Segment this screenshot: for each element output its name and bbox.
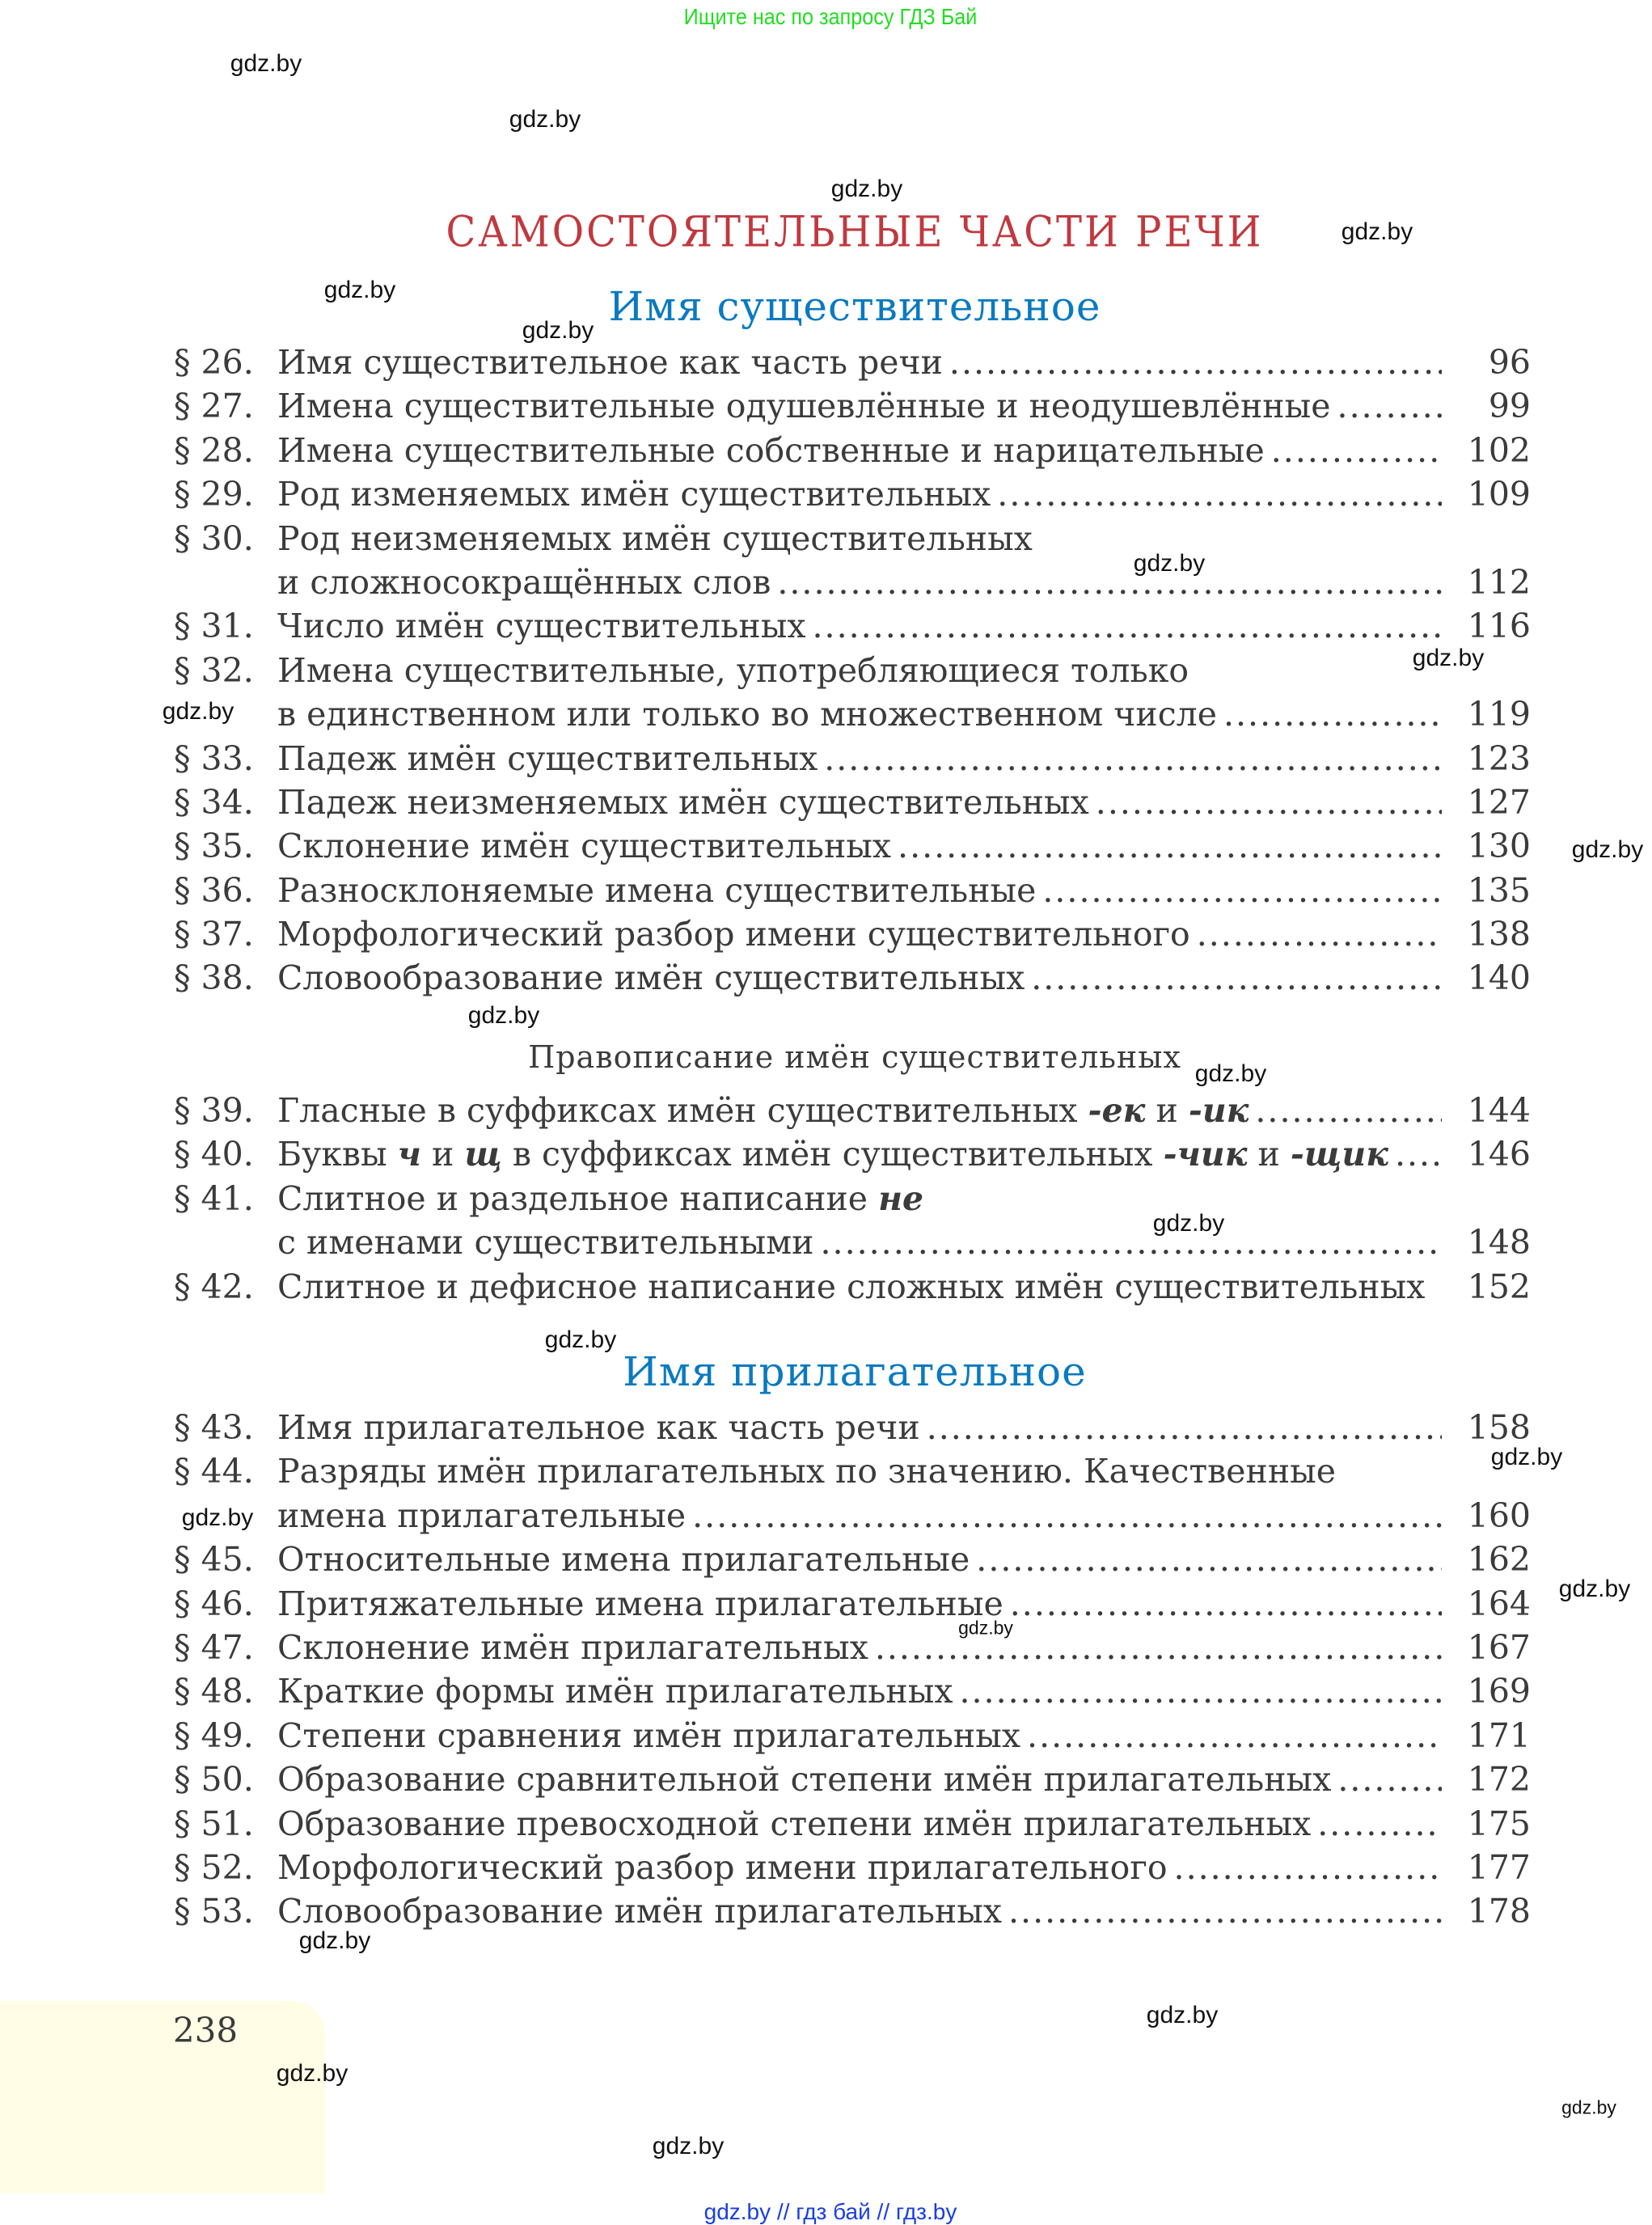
entry-title bbox=[277, 824, 891, 868]
watermark: gdz.by bbox=[323, 277, 396, 303]
entry-title bbox=[277, 1758, 1331, 1801]
toc-entry[interactable] bbox=[174, 1449, 1531, 1493]
entry-title bbox=[277, 1494, 686, 1538]
toc-entry[interactable] bbox=[174, 1265, 1531, 1309]
section-number: § 36. bbox=[174, 870, 254, 910]
italic-term: -чик bbox=[1163, 1135, 1248, 1174]
page-ref: 169 bbox=[1467, 1672, 1531, 1711]
footer-links[interactable]: gdz.by // гдз бай // гдз.by bbox=[703, 2199, 957, 2224]
watermark: gdz.by bbox=[1152, 1210, 1225, 1237]
entry-title bbox=[277, 1220, 814, 1264]
entry-title bbox=[277, 692, 1217, 736]
page-corner-tab bbox=[0, 2001, 325, 2193]
title-text: Склонение имён существительных bbox=[277, 827, 892, 866]
page-ref: 135 bbox=[1467, 870, 1531, 910]
entry-title bbox=[277, 1538, 970, 1581]
toc-entry[interactable] bbox=[174, 1089, 1531, 1132]
title-text: Имена существительные одушевлённые и неодушевлённые bbox=[277, 387, 1331, 426]
watermark: gdz.by bbox=[298, 1927, 371, 1954]
toc-entry[interactable] bbox=[174, 1626, 1531, 1669]
dot-leader bbox=[1020, 1714, 1442, 1758]
watermark: gdz.by bbox=[958, 1617, 1013, 1639]
page-ref: 109 bbox=[1467, 475, 1531, 514]
toc-entry[interactable] bbox=[174, 341, 1531, 384]
toc-entry[interactable] bbox=[174, 1538, 1531, 1581]
title-text: Морфологический разбор имени существительного bbox=[277, 915, 1190, 954]
dot-leader bbox=[686, 1494, 1442, 1538]
title-text: Разносклоняемые имена существительные bbox=[277, 870, 1037, 910]
title-text: Образование превосходной степени имён прилагательных bbox=[277, 1804, 1312, 1843]
toc-entry[interactable] bbox=[174, 780, 1531, 824]
toc-entry[interactable] bbox=[174, 1177, 1531, 1220]
dot-leader bbox=[1265, 429, 1442, 472]
title-text: Склонение имён прилагательных bbox=[277, 1627, 868, 1667]
entry-title bbox=[277, 1846, 1168, 1889]
entry-title bbox=[277, 1582, 1003, 1626]
title-text: имена прилагательные bbox=[277, 1495, 687, 1535]
page-ref: 167 bbox=[1467, 1627, 1531, 1667]
entry-title bbox=[277, 1626, 868, 1669]
title-text: Краткие формы имён прилагательных bbox=[277, 1672, 953, 1711]
dot-leader bbox=[1331, 1758, 1442, 1801]
toc-entry[interactable] bbox=[174, 1846, 1531, 1889]
section-number: § 43. bbox=[174, 1408, 254, 1447]
title-text: Степени сравнения имён прилагательных bbox=[277, 1715, 1021, 1755]
dot-leader bbox=[814, 1220, 1442, 1264]
section-number: § 45. bbox=[174, 1540, 254, 1580]
dot-leader bbox=[1003, 1582, 1442, 1626]
page-ref: 175 bbox=[1467, 1804, 1531, 1843]
entry-title bbox=[277, 780, 1089, 824]
watermark: gdz.by bbox=[652, 2133, 725, 2159]
toc-entry[interactable] bbox=[174, 560, 1531, 604]
section-number: § 27. bbox=[174, 387, 254, 426]
toc-adjective bbox=[174, 1406, 1531, 1934]
dot-leader bbox=[1249, 1089, 1442, 1132]
entry-title bbox=[277, 956, 1025, 1000]
section-number: § 42. bbox=[174, 1267, 254, 1306]
title-text: Образование сравнительной степени имён прилагательных bbox=[277, 1760, 1332, 1800]
title-text: Гласные в суффиксах имён существительных bbox=[277, 1091, 1088, 1130]
dot-leader bbox=[1331, 384, 1442, 428]
title-text: Слитное и дефисное написание сложных имён существительных bbox=[277, 1267, 1426, 1306]
italic-term: -ек bbox=[1088, 1091, 1146, 1130]
entry-title bbox=[277, 1669, 953, 1713]
dot-leader bbox=[920, 1406, 1442, 1449]
dot-leader bbox=[1036, 869, 1442, 912]
section-number: § 52. bbox=[174, 1847, 254, 1887]
dot-leader bbox=[806, 604, 1443, 648]
section-number: § 46. bbox=[174, 1584, 254, 1623]
title-text: Падеж неизменяемых имён существительных bbox=[277, 782, 1089, 822]
toc-entry[interactable] bbox=[174, 912, 1531, 956]
watermark: gdz.by bbox=[162, 698, 234, 725]
title-text: и сложносокращённых слов bbox=[277, 562, 771, 602]
section-number bbox=[174, 560, 277, 604]
toc-entry[interactable] bbox=[174, 1802, 1531, 1846]
page-ref: 99 bbox=[1488, 387, 1531, 426]
title-text: Словообразование имён существительных bbox=[277, 958, 1025, 998]
page-ref: 123 bbox=[1467, 738, 1531, 778]
toc-entry[interactable] bbox=[174, 1669, 1531, 1713]
title-text: Словообразование имён прилагательных bbox=[277, 1892, 1002, 1931]
title-text: Падеж имён существительных bbox=[277, 738, 818, 778]
entry-title bbox=[277, 1889, 1002, 1933]
entry-title bbox=[277, 1449, 1336, 1493]
title-text: и bbox=[1247, 1135, 1291, 1174]
page-ref: 148 bbox=[1467, 1223, 1531, 1263]
toc-noun bbox=[174, 341, 1531, 1000]
entry-title bbox=[277, 1089, 1249, 1132]
page-ref: 152 bbox=[1467, 1267, 1531, 1306]
page-ref: 138 bbox=[1467, 915, 1531, 954]
section-number: § 48. bbox=[174, 1672, 254, 1711]
title-text: Род неизменяемых имён существительных bbox=[277, 518, 1033, 558]
section-number: § 47. bbox=[174, 1627, 254, 1667]
title-text: в суффиксах имён существительных bbox=[501, 1135, 1164, 1174]
entry-title bbox=[277, 341, 943, 384]
watermark: gdz.by bbox=[181, 1504, 254, 1531]
page-ref: 116 bbox=[1467, 607, 1531, 646]
page-ref: 164 bbox=[1467, 1584, 1531, 1623]
page-ref: 160 bbox=[1467, 1495, 1531, 1535]
entry-title bbox=[277, 1132, 1388, 1176]
section-number: § 32. bbox=[174, 650, 254, 690]
page-number: 238 bbox=[172, 2010, 239, 2050]
dot-leader bbox=[891, 824, 1442, 868]
title-text: Морфологический разбор имени прилагательного bbox=[277, 1847, 1168, 1887]
italic-term: щ bbox=[464, 1135, 502, 1174]
entry-title bbox=[277, 1406, 920, 1449]
dot-leader bbox=[1190, 912, 1442, 956]
entry-title bbox=[277, 737, 818, 780]
page-ref: 102 bbox=[1467, 430, 1531, 470]
title-text: Относительные имена прилагательные bbox=[277, 1540, 970, 1580]
toc-entry[interactable] bbox=[174, 1582, 1531, 1626]
section-heading-adjective: Имя прилагательное bbox=[623, 1348, 1087, 1395]
section-number: § 49. bbox=[174, 1715, 254, 1755]
watermark: gdz.by bbox=[1561, 2096, 1616, 2118]
section-number: § 38. bbox=[174, 958, 254, 998]
dot-leader bbox=[1025, 956, 1442, 1000]
page-ref: 127 bbox=[1467, 782, 1531, 822]
watermark: gdz.by bbox=[1133, 550, 1206, 577]
toc-noun-spelling bbox=[174, 1089, 1531, 1309]
watermark: gdz.by bbox=[1571, 836, 1644, 863]
watermark: gdz.by bbox=[276, 2060, 349, 2087]
watermark: gdz.by bbox=[509, 106, 581, 133]
title-text: Имя существительное как часть речи bbox=[277, 343, 943, 382]
section-number: § 50. bbox=[174, 1760, 254, 1800]
dot-leader bbox=[1217, 692, 1442, 736]
watermark: gdz.by bbox=[1412, 645, 1485, 671]
dot-leader bbox=[1002, 1889, 1442, 1933]
page-ref: 171 bbox=[1467, 1715, 1531, 1755]
page-title: САМОСТОЯТЕЛЬНЫЕ ЧАСТИ РЕЧИ bbox=[446, 207, 1264, 257]
toc-entry[interactable] bbox=[174, 869, 1531, 912]
title-text: Буквы bbox=[277, 1135, 398, 1174]
page-ref: 172 bbox=[1467, 1760, 1531, 1800]
title-text: Слитное и раздельное написание bbox=[277, 1178, 879, 1218]
page-ref: 96 bbox=[1488, 343, 1531, 382]
dot-leader bbox=[943, 341, 1442, 384]
section-number: § 28. bbox=[174, 430, 254, 470]
toc-entry[interactable] bbox=[174, 1220, 1531, 1264]
page-ref: 112 bbox=[1467, 562, 1531, 602]
entry-title bbox=[277, 472, 991, 516]
section-number: § 35. bbox=[174, 827, 254, 866]
section-number: § 41. bbox=[174, 1178, 254, 1218]
toc-entry[interactable] bbox=[174, 1494, 1531, 1538]
dot-leader bbox=[1089, 780, 1442, 824]
section-number: § 39. bbox=[174, 1091, 254, 1130]
title-text: Имена существительные, употребляющиеся только bbox=[277, 650, 1189, 690]
dot-leader bbox=[970, 1538, 1442, 1581]
entry-title bbox=[277, 604, 806, 648]
section-number: § 33. bbox=[174, 738, 254, 778]
toc-entry[interactable] bbox=[174, 1406, 1531, 1449]
dot-leader bbox=[953, 1669, 1442, 1713]
section-number bbox=[174, 1220, 277, 1264]
page-ref: 119 bbox=[1467, 695, 1531, 734]
toc-entry[interactable] bbox=[174, 472, 1531, 516]
toc-entry[interactable] bbox=[174, 1714, 1531, 1758]
section-number: § 53. bbox=[174, 1892, 254, 1931]
dot-leader bbox=[1311, 1802, 1442, 1846]
watermark: gdz.by bbox=[1558, 1576, 1631, 1602]
toc-entry[interactable] bbox=[174, 604, 1531, 648]
entry-title bbox=[277, 1265, 1425, 1309]
section-number: § 51. bbox=[174, 1804, 254, 1843]
watermark: gdz.by bbox=[1341, 218, 1413, 245]
title-text: с именами существительными bbox=[277, 1223, 814, 1263]
title-text: Разряды имён прилагательных по значению. Качественные bbox=[277, 1452, 1337, 1491]
subsection-heading-noun-spelling: Правописание имён существительных bbox=[528, 1039, 1181, 1075]
dot-leader bbox=[1168, 1846, 1442, 1889]
dot-leader bbox=[991, 472, 1442, 516]
section-number: § 40. bbox=[174, 1135, 254, 1174]
title-text: и bbox=[1145, 1091, 1189, 1130]
title-text: и bbox=[420, 1135, 465, 1174]
dot-leader bbox=[771, 560, 1442, 604]
entry-title bbox=[277, 1714, 1020, 1758]
dot-leader bbox=[1388, 1132, 1442, 1176]
title-text: Имена существительные собственные и нарицательные bbox=[277, 430, 1265, 470]
title-text: в единственном или только во множественном числе bbox=[277, 695, 1217, 734]
page-ref: 158 bbox=[1467, 1408, 1531, 1447]
toc-entry[interactable] bbox=[174, 649, 1531, 692]
entry-title bbox=[277, 429, 1265, 472]
watermark: gdz.by bbox=[544, 1326, 617, 1353]
title-text: Притяжательные имена прилагательные bbox=[277, 1584, 1003, 1623]
section-number: § 26. bbox=[174, 343, 254, 382]
toc-entry[interactable] bbox=[174, 956, 1531, 1000]
toc-entry[interactable] bbox=[174, 1132, 1531, 1176]
entry-title bbox=[277, 649, 1189, 692]
section-number: § 44. bbox=[174, 1452, 254, 1491]
page-ref: 178 bbox=[1467, 1892, 1531, 1931]
watermark: gdz.by bbox=[522, 317, 594, 344]
dot-leader bbox=[868, 1626, 1442, 1669]
entry-title bbox=[277, 384, 1331, 428]
section-heading-noun: Имя существительное bbox=[608, 283, 1101, 330]
section-number: § 30. bbox=[174, 518, 254, 558]
entry-title bbox=[277, 912, 1190, 956]
italic-term: ч bbox=[397, 1135, 421, 1174]
watermark: gdz.by bbox=[1490, 1444, 1563, 1470]
entry-title bbox=[277, 517, 1033, 560]
entry-title bbox=[277, 560, 771, 604]
entry-title bbox=[277, 869, 1036, 912]
page-ref: 162 bbox=[1467, 1540, 1531, 1580]
title-text: Число имён существительных bbox=[277, 607, 806, 646]
section-number: § 31. bbox=[174, 607, 254, 646]
watermark: gdz.by bbox=[230, 50, 302, 77]
entry-title bbox=[277, 1177, 923, 1220]
page-ref: 130 bbox=[1467, 827, 1531, 866]
search-hint: Ищите нас по запросу ГДЗ Бай bbox=[683, 4, 978, 29]
section-number: § 37. bbox=[174, 915, 254, 954]
toc-entry[interactable] bbox=[174, 692, 1531, 736]
italic-term: -ик bbox=[1188, 1091, 1249, 1130]
page-ref: 146 bbox=[1467, 1135, 1531, 1174]
section-number: § 29. bbox=[174, 475, 254, 514]
watermark: gdz.by bbox=[830, 176, 903, 202]
section-number: § 34. bbox=[174, 782, 254, 822]
dot-leader bbox=[818, 737, 1442, 780]
page-ref: 144 bbox=[1467, 1091, 1531, 1130]
toc-entry[interactable] bbox=[174, 429, 1531, 472]
toc-entry[interactable] bbox=[174, 1758, 1531, 1801]
watermark: gdz.by bbox=[467, 1002, 540, 1029]
title-text: Род изменяемых имён существительных bbox=[277, 475, 991, 514]
title-text: Имя прилагательное как часть речи bbox=[277, 1408, 920, 1447]
toc-entry[interactable] bbox=[174, 737, 1531, 780]
entry-title bbox=[277, 1802, 1311, 1846]
toc-entry[interactable] bbox=[174, 824, 1531, 868]
toc-entry[interactable] bbox=[174, 384, 1531, 428]
italic-term: -щик bbox=[1290, 1135, 1388, 1174]
page-ref: 177 bbox=[1467, 1847, 1531, 1887]
toc-entry[interactable] bbox=[174, 1889, 1531, 1933]
page-ref: 140 bbox=[1467, 958, 1531, 998]
watermark: gdz.by bbox=[1146, 2002, 1219, 2028]
toc-entry[interactable] bbox=[174, 517, 1531, 560]
watermark: gdz.by bbox=[1194, 1060, 1267, 1087]
italic-term: не bbox=[878, 1178, 924, 1218]
